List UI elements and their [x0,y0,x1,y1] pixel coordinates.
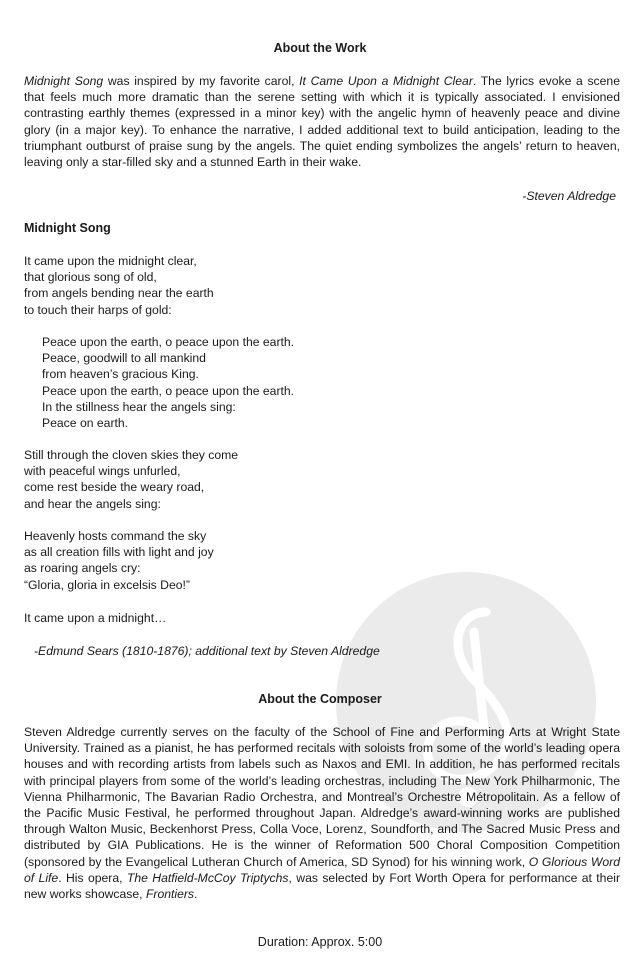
stanza-2 [24,447,238,512]
lyric-line: with peaceful wings unfurled, [24,464,181,479]
lyric-line: to touch their harps of gold: [24,302,172,317]
lyric-line: from angels bending near the earth [24,286,214,301]
lyric-line: that glorious song of old, [24,270,157,285]
lyric-line: It came upon the midnight clear, [24,254,197,268]
closing-line [24,610,166,626]
lyric-line: from heaven’s gracious King. [42,367,199,382]
work-title: O Glorious Word of Life [24,854,620,885]
work-title: Midnight Song [24,74,104,88]
lyric-line: “Gloria, gloria in excelsis Deo!” [24,577,190,592]
stanza-3 [24,528,214,593]
paragraph-text: Steven Aldredge currently serves on the faculty of the School of Fine and Performing Arts at Wright State University. Trained as a pianist, he has performed recitals with soloists from some of the world’s leading opera houses and with recording artists from labels such as Naxos and EMI. In addition, he has performed recitals with principal players from some of the world’s leading orchestras, including The New York Philharmonic, The Vienna Philharmonic, The Bavarian Radio Orchestra, and Montreal’s Orchestre Métropolitain. As a fellow of the Pacific Music Festival, he performed throughout Japan. Aldredge’s award-winning works are published through Walton Music, Beckenhorst Press, Colla Voce, Lorenz, Soundforth, and The Sacred Music Press and distributed by GIA Publications. He is the winner of Reformation 500 Choral Composition Competition (sponsored by the Evangelical Lutheran Church of America, SD Synod) for his winning work, [24,725,620,869]
lyric-line: as roaring angels cry: [24,561,141,576]
about-composer-heading: About the Composer [258,692,382,706]
composer-signature: -Steven Aldredge [522,189,616,203]
lyric-line: Peace, goodwill to all mankind [42,351,206,366]
lyric-line: Heavenly hosts command the sky [24,529,207,543]
showcase-title: Frontiers [145,887,195,902]
duration-note: Duration: Approx. 5:00 [257,935,383,949]
lyric-line: and hear the angels sing: [24,496,161,511]
about-composer-paragraph [24,724,620,902]
lyric-line: It came upon a midnight… [24,611,167,625]
stanza-1 [24,253,214,318]
opera-title: The Hatfield-McCoy Triptychs [126,870,289,885]
about-work-heading: About the Work [273,41,367,55]
paragraph-text: . [194,887,198,902]
lyric-line: Peace on earth. [42,416,129,431]
paragraph-text: . The lyrics evoke a scene that feels much more dramatic than the serene setting with which it is typically associated. I envisioned contrasting earthly themes (expressed in a minor key) with the angelic hymn of heavenly peace and divine glory (in a major key). To enhance the narrative, I added additional text to build anticipation, leading to the triumphant outburst of praise sung by the angels. The quiet ending symbolizes the angels’ return to heaven, leaving only a star-filled sky and a stunned Earth in their wake. [24,74,620,170]
paragraph-text: was inspired by my favorite carol, [103,74,300,88]
about-work-paragraph [24,73,620,170]
lyric-line: Peace upon the earth, o peace upon the earth. [42,383,295,398]
lyric-line: In the stillness hear the angels sing: [42,399,236,414]
lyric-line: Still through the cloven skies they come [24,448,239,462]
carol-title: It Came Upon a Midnight Clear [299,74,473,88]
lyric-line: come rest beside the weary road, [24,480,205,495]
refrain [42,334,294,431]
lyric-line: as all creation fills with light and joy [24,545,214,560]
paragraph-text: , was selected by Fort Worth Opera for performance at their new works showcase, [24,870,620,902]
song-title: Midnight Song [24,221,111,235]
paragraph-text: . His opera, [58,870,127,885]
lyric-line: Peace upon the earth, o peace upon the earth. [42,335,295,349]
lyric-credit: -Edmund Sears (1810-1876); additional text by Steven Aldredge [34,644,380,658]
